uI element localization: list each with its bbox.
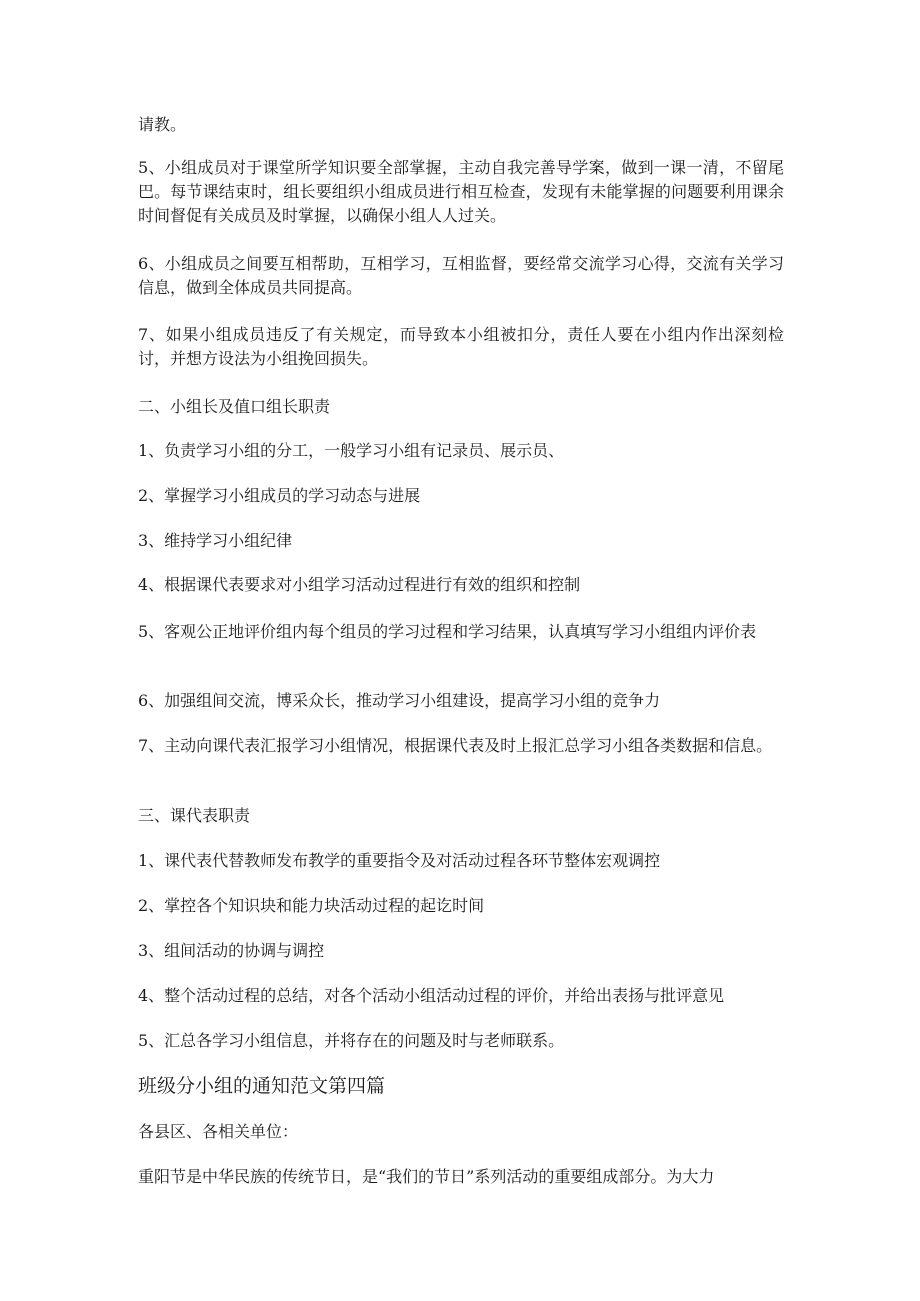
paragraph: 重阳节是中华民族的传统节日，是“我们的节日”系列活动的重要组成部分。为大力 bbox=[138, 1167, 715, 1186]
paragraph: 2、掌握学习小组成员的学习动态与进展 bbox=[138, 486, 421, 505]
section-heading: 三、课代表职责 bbox=[138, 806, 251, 825]
paragraph: 请教。 bbox=[138, 115, 187, 134]
paragraph: 6、小组成员之间要互相帮助，互相学习，互相监督，要经常交流学习心得，交流有关学习信息，做到全体成员共同提高。 bbox=[138, 254, 784, 297]
paragraph: 2、掌控各个知识块和能力块活动过程的起讫时间 bbox=[138, 896, 485, 915]
paragraph: 3、维持学习小组纪律 bbox=[138, 531, 293, 550]
paragraph: 4、整个活动过程的总结，对各个活动小组活动过程的评价，并给出表扬与批评意见 bbox=[138, 986, 725, 1005]
paragraph: 5、客观公正地评价组内每个组员的学习过程和学习结果，认真填写学习小组组内评价表 bbox=[138, 622, 757, 641]
article-title: 班级分小组的通知范文第四篇 bbox=[138, 1075, 386, 1097]
section-heading: 二、小组长及值口组长职责 bbox=[138, 397, 331, 416]
paragraph: 1、负责学习小组的分工，一般学习小组有记录员、展示员、 bbox=[138, 441, 565, 460]
paragraph: 5、小组成员对于课堂所学知识要全部掌握，主动自我完善导学案，做到一课一清，不留尾巴。每节课结束时，组长要组织小组成员进行相互检查，发现有未能掌握的问题要利用课余时间督促有关成员及时掌握，以确保小组人人过关。 bbox=[138, 158, 784, 225]
paragraph: 6、加强组间交流，博采众长，推动学习小组建设，提高学习小组的竞争力 bbox=[138, 691, 661, 710]
paragraph: 7、主动向课代表汇报学习小组情况，根据课代表及时上报汇总学习小组各类数据和信息。 bbox=[138, 736, 773, 755]
paragraph: 1、课代表代替教师发布教学的重要指令及对活动过程各环节整体宏观调控 bbox=[138, 851, 661, 870]
paragraph: 5、汇总各学习小组信息，并将存在的问题及时与老师联系。 bbox=[138, 1031, 565, 1050]
paragraph: 7、如果小组成员违反了有关规定，而导致本小组被扣分，责任人要在小组内作出深刻检讨，并想方设法为小组挽回损失。 bbox=[138, 325, 784, 368]
paragraph: 3、组间活动的协调与调控 bbox=[138, 941, 325, 960]
paragraph: 各县区、各相关单位： bbox=[138, 1122, 299, 1141]
paragraph: 4、根据课代表要求对小组学习活动过程进行有效的组织和控制 bbox=[138, 575, 581, 594]
